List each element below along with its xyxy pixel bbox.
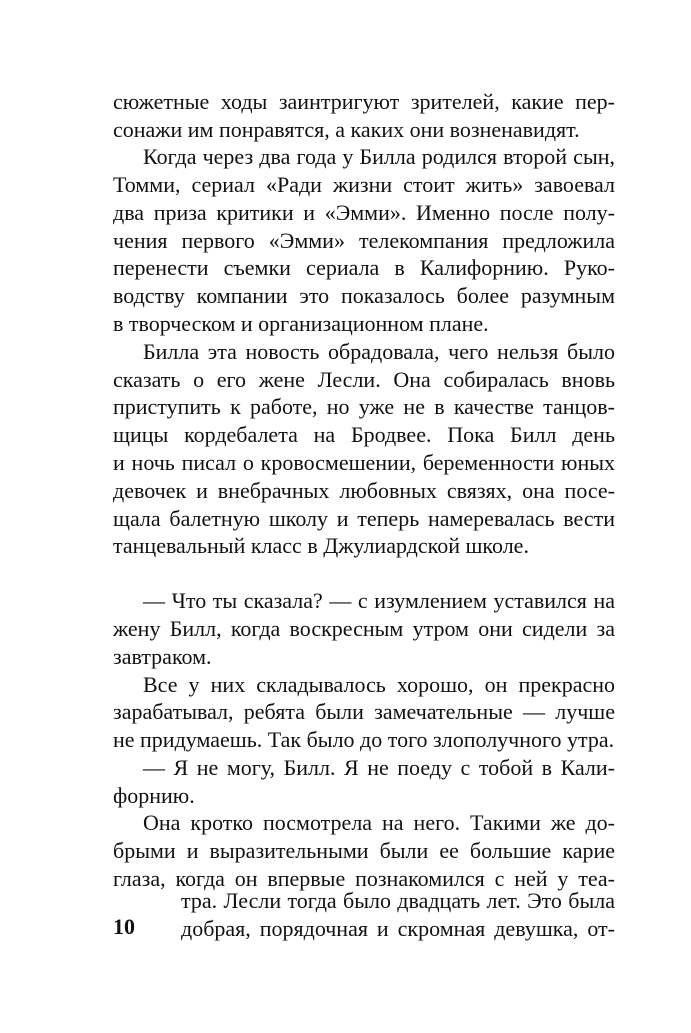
- text-line: Томми, сериал «Ради жизни стоит жить» завоевал: [113, 172, 615, 197]
- text-line: перенести съемки сериала в Калифорнию. Руко-: [113, 255, 615, 280]
- text-line: два приза критики и «Эмми». Именно после полу-: [113, 200, 615, 225]
- text-line: девочек и внебрачных любовных связях, она посе-: [113, 478, 615, 503]
- text-line: — Что ты сказала? — с изумлением уставился на: [143, 588, 615, 613]
- text-line: тра. Лесли тогда было двадцать лет. Это была: [181, 888, 615, 913]
- text-line: приступить к работе, но уже не в качестве танцов-: [113, 394, 615, 419]
- text-line: форнию.: [113, 783, 195, 808]
- text-line: сказать о его жене Лесли. Она собиралась вновь: [113, 367, 615, 392]
- text-line: — Я не могу, Билл. Я не поеду с тобой в Кали-: [143, 755, 615, 780]
- text-line: жену Билл, когда воскресным утром они сидели за: [113, 616, 615, 641]
- text-line: Все у них складывалось хорошо, он прекрасно: [143, 672, 615, 697]
- text-line: щицы кордебалета на Бродвее. Пока Билл день: [113, 422, 615, 447]
- text-line: Когда через два года у Билла родился второй сын,: [143, 144, 615, 169]
- text-line: зарабатывал, ребята были замечательные — лучше: [113, 699, 615, 724]
- text-line: глаза, когда он впервые познакомился с ней у теа-: [113, 866, 615, 891]
- text-line: Билла эта новость обрадовала, чего нельзя было: [143, 339, 615, 364]
- text-line: не придумаешь. Так было до того злополучного утра.: [113, 727, 615, 752]
- text-line: сонажи им понравятся, а каких они возненавидят.: [113, 117, 580, 142]
- text-line: сюжетные ходы заинтригуют зрителей, какие пер-: [113, 89, 615, 114]
- text-line: чения первого «Эмми» телекомпания предложила: [113, 228, 615, 253]
- text-line: брыми и выразительными были ее большие карие: [113, 838, 615, 863]
- text-line: Она кротко посмотрела на него. Такими же до-: [143, 810, 615, 835]
- text-line: завтраком.: [113, 644, 212, 669]
- text-line: и ночь писал о кровосмешении, беременности юных: [113, 450, 615, 475]
- text-line: водству компании это показалось более разумным: [113, 283, 615, 308]
- text-line: щала балетную школу и теперь намеревалась вести: [113, 506, 615, 531]
- page-number: 10: [113, 914, 135, 939]
- text-line: добрая, порядочная и скромная девушка, от-: [181, 916, 615, 941]
- text-line: танцевальный класс в Джулиардской школе.: [113, 533, 529, 558]
- text-line: в творческом и организационном плане.: [113, 311, 489, 336]
